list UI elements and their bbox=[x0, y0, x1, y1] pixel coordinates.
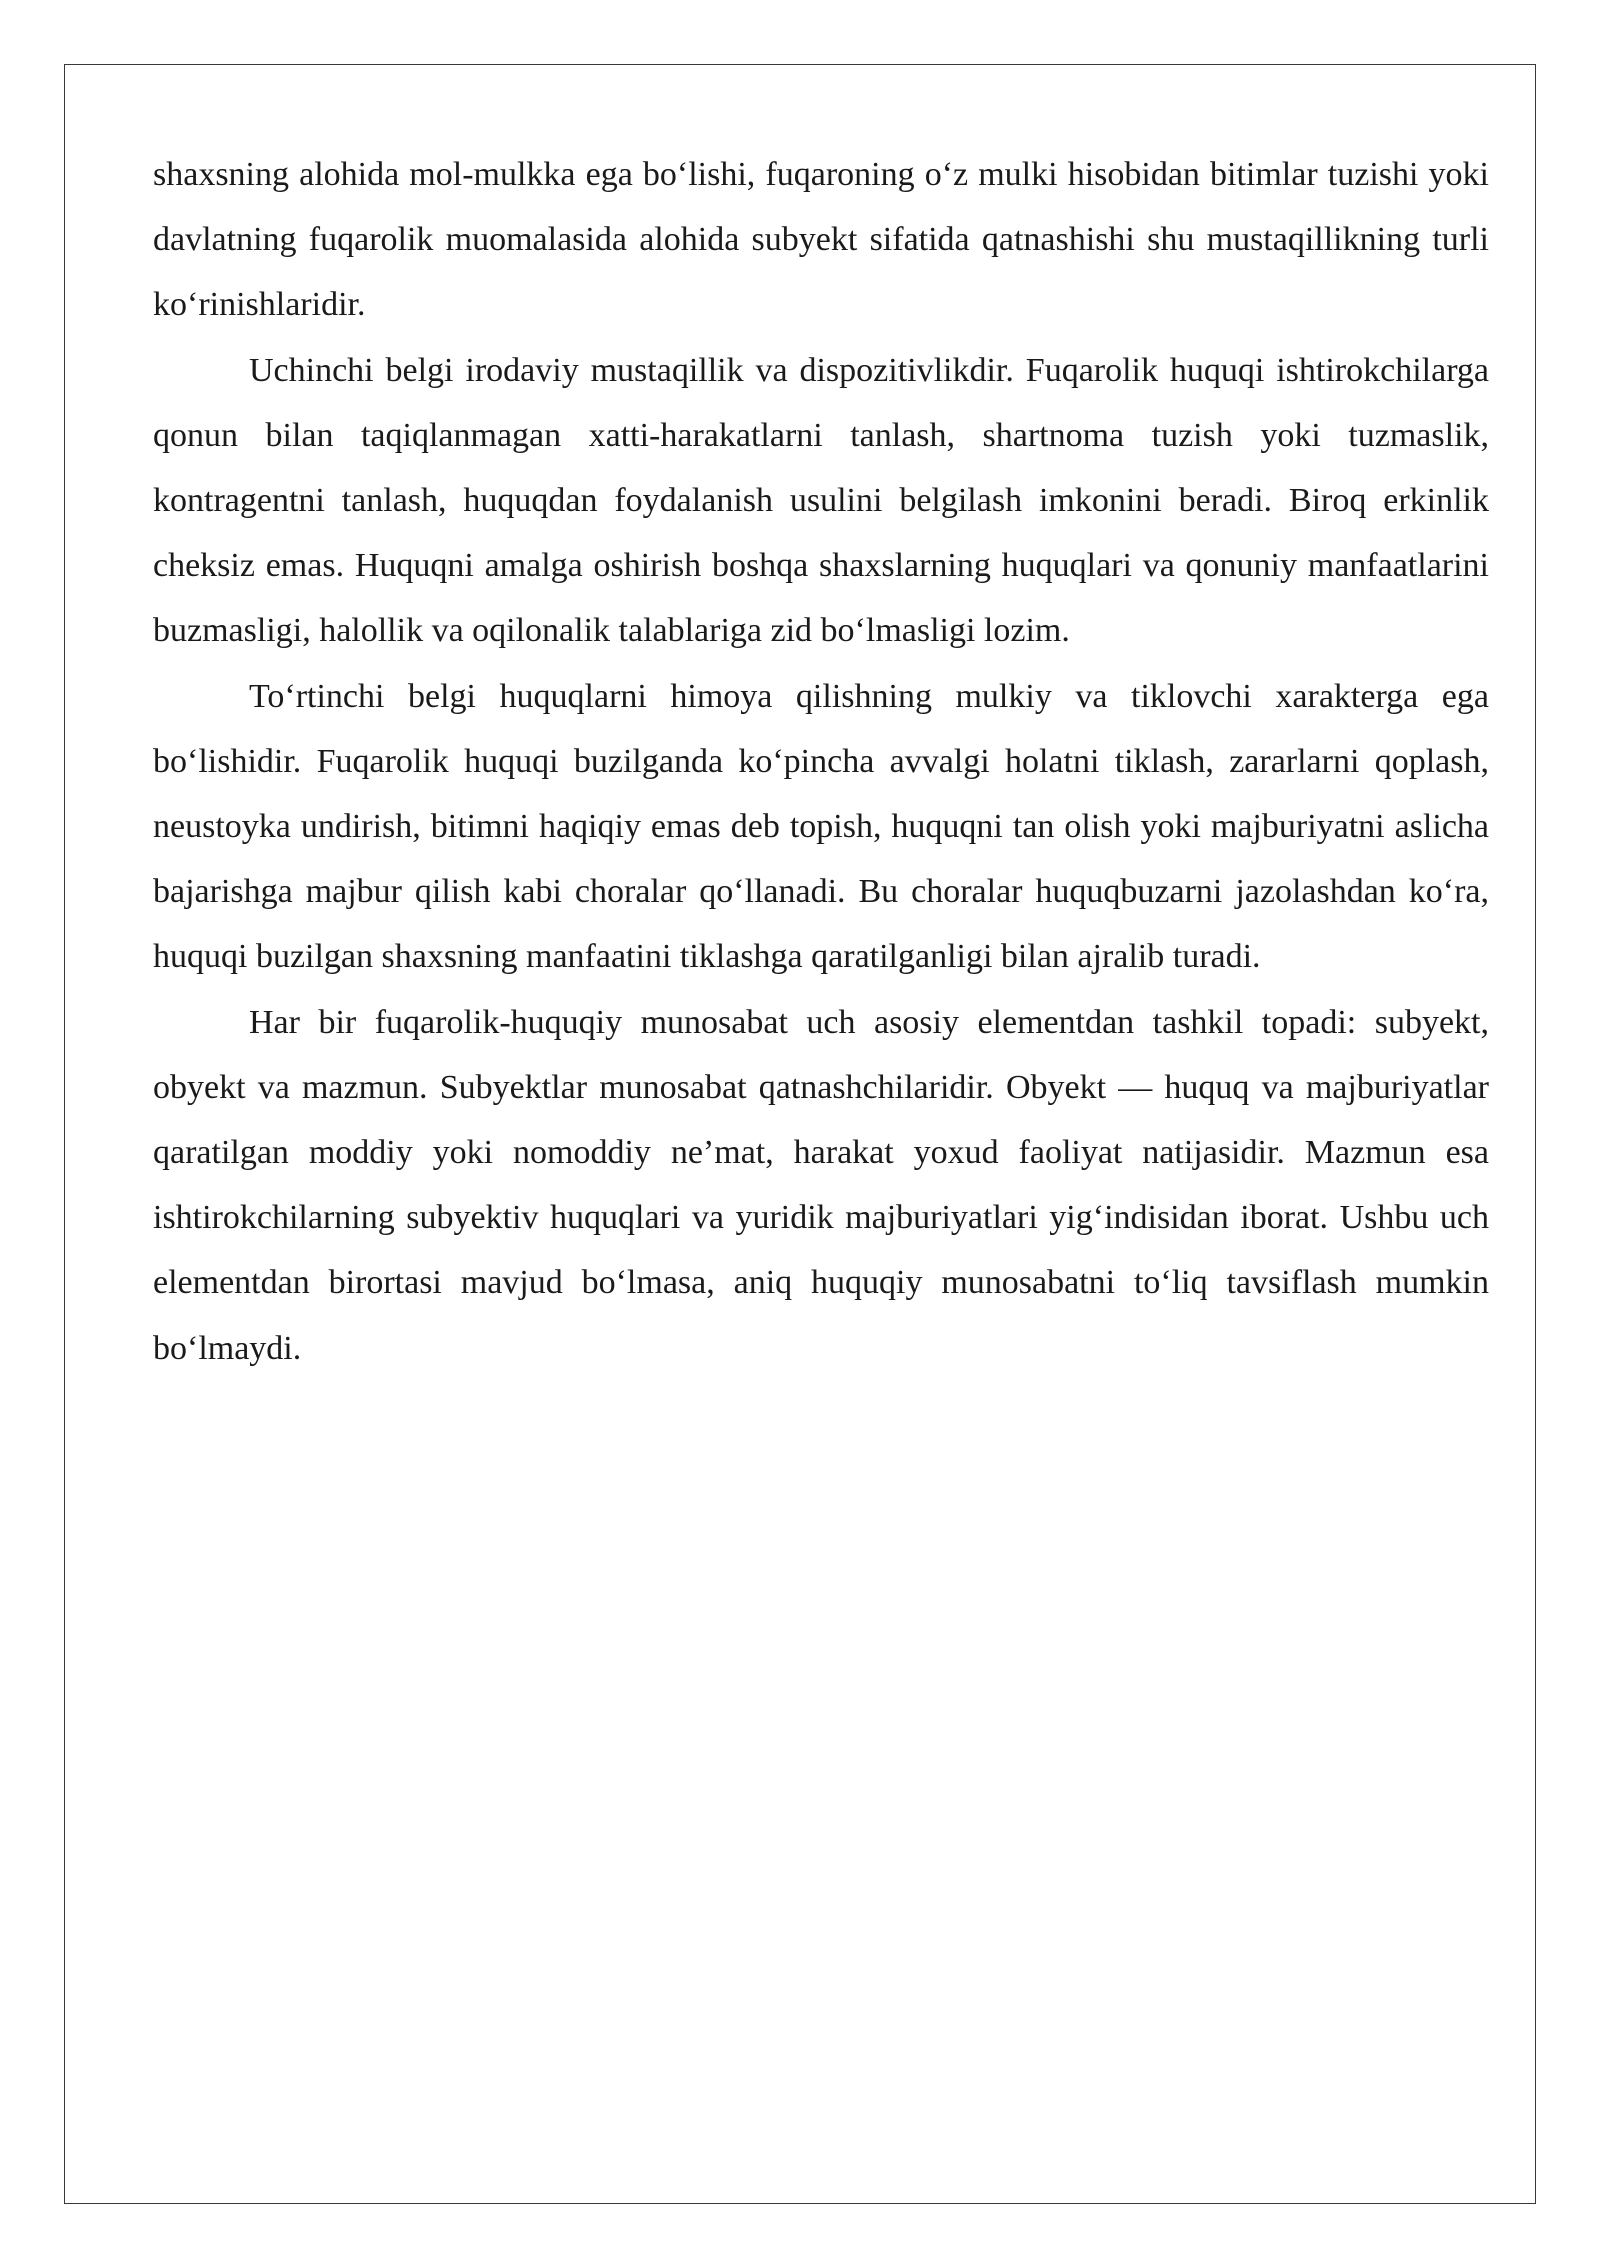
document-body bbox=[153, 142, 1489, 1381]
paragraph-continuation: shaxsning alohida mol-mulkka ega bo‘lishi, fuqaroning o‘z mulki hisobidan bitimlar tuzishi yoki davlatning fuqarolik muomalasida alohida subyekt sifatida qatnashishi shu mustaqillikning turli ko‘rinishlaridir. bbox=[153, 156, 1489, 324]
paragraph-fourth-feature: To‘rtinchi belgi huquqlarni himoya qilishning mulkiy va tiklovchi xarakterga ega bo‘lishidir. Fuqarolik huquqi buzilganda ko‘pincha avvalgi holatni tiklash, zararlarni qoplash, neustoyka undirish, bitimni haqiqiy emas deb topish, huquqni tan olish yoki majburiyatni aslicha bajarishga majbur qilish kabi choralar qo‘llanadi. Bu choralar huquqbuzarni jazolashdan ko‘ra, huquqi buzilgan shaxsning manfaatini tiklashga qaratilganligi bilan ajralib turadi. bbox=[153, 677, 1489, 976]
paragraph-third-feature: Uchinchi belgi irodaviy mustaqillik va dispozitivlikdir. Fuqarolik huquqi ishtirokchilarga qonun bilan taqiqlanmagan xatti-harakatlarni tanlash, shartnoma tuzish yoki tuzmaslik, kontragentni tanlash, huquqdan foydalanish usulini belgilash imkonini beradi. Biroq erkinlik cheksiz emas. Huquqni amalga oshirish boshqa shaxslarning huquqlari va qonuniy manfaatlarini buzmasligi, halollik va oqilonalik talablariga zid bo‘lmasligi lozim. bbox=[153, 351, 1489, 650]
paragraph-relationship-elements: Har bir fuqarolik-huquqiy munosabat uch asosiy elementdan tashkil topadi: subyekt, obyekt va mazmun. Subyektlar munosabat qatnashchilaridir. Obyekt — huquq va majburiyatlar qaratilgan moddiy yoki nomoddiy ne’mat, harakat yoxud faoliyat natijasidir. Mazmun esa ishtirokchilarning subyektiv huquqlari va yuridik majburiyatlari yig‘indisidan iborat. Ushbu uch elementdan birortasi mavjud bo‘lmasa, aniq huquqiy munosabatni to‘liq tavsiflash mumkin bo‘lmaydi. bbox=[153, 1003, 1489, 1367]
